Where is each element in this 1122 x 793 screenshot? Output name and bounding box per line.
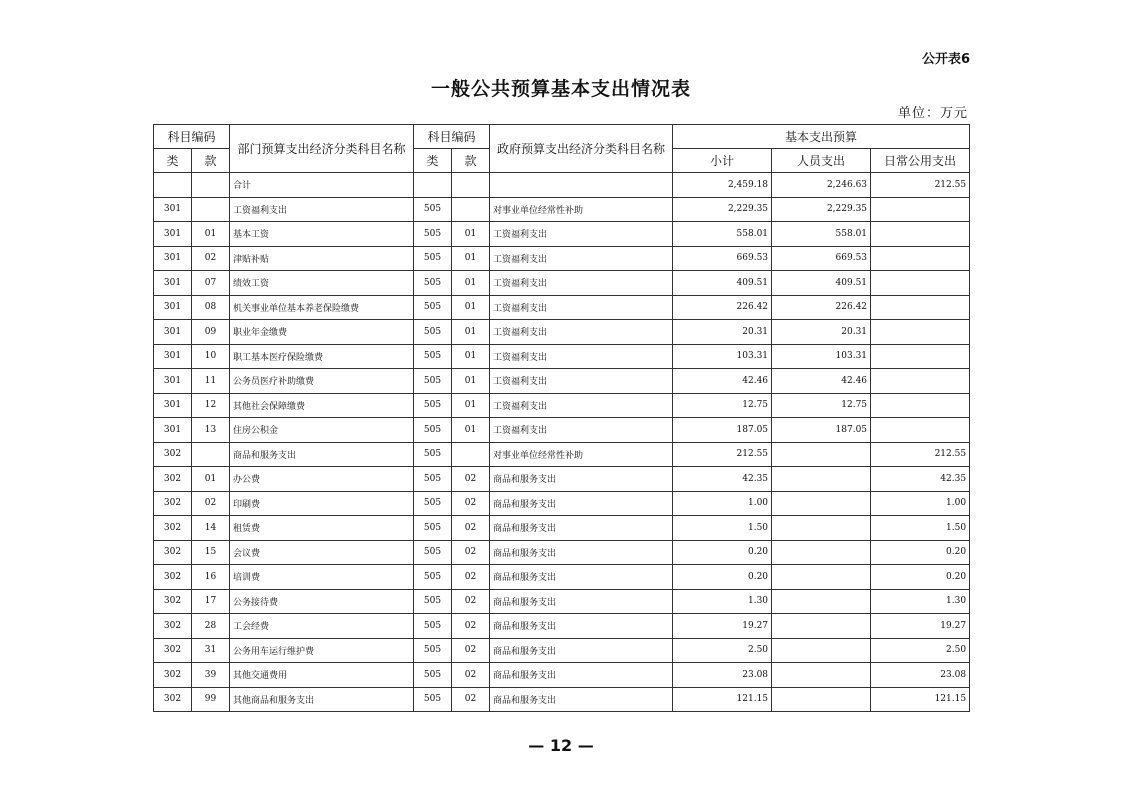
public-expense-cell xyxy=(871,418,970,443)
basic-budget-header: 基本支出预算 xyxy=(673,125,970,149)
gov-class-code-cell: 505 xyxy=(414,663,452,688)
personnel-cell: 12.75 xyxy=(772,393,871,418)
dept-item-name-cell: 职业年金缴费 xyxy=(230,320,414,345)
table-row xyxy=(154,344,970,369)
item-code-cell: 08 xyxy=(192,295,230,320)
gov-class-code-cell: 505 xyxy=(414,320,452,345)
personnel-cell: 103.31 xyxy=(772,344,871,369)
item-code-cell: 28 xyxy=(192,614,230,639)
gov-item-code-cell: 01 xyxy=(452,295,490,320)
personnel-cell: 226.42 xyxy=(772,295,871,320)
dept-item-name-cell: 会议费 xyxy=(230,540,414,565)
table-row xyxy=(154,246,970,271)
gov-item-name-cell: 商品和服务支出 xyxy=(490,540,673,565)
item-code-cell: 09 xyxy=(192,320,230,345)
item-code-cell: 12 xyxy=(192,393,230,418)
item-code-cell: 02 xyxy=(192,491,230,516)
gov-item-name-cell: 工资福利支出 xyxy=(490,344,673,369)
personnel-cell xyxy=(772,491,871,516)
gov-item-code-cell: 02 xyxy=(452,565,490,590)
gov-item-name-cell: 商品和服务支出 xyxy=(490,687,673,712)
dept-item-name-cell: 印刷费 xyxy=(230,491,414,516)
gov-item-code-cell: 02 xyxy=(452,589,490,614)
gov-item-name-cell: 工资福利支出 xyxy=(490,295,673,320)
subtotal-cell: 2,459.18 xyxy=(673,173,772,198)
gov-class-header: 类 xyxy=(414,149,452,173)
item-code-cell: 17 xyxy=(192,589,230,614)
subtotal-cell: 226.42 xyxy=(673,295,772,320)
subtotal-cell: 1.30 xyxy=(673,589,772,614)
item-code-cell: 13 xyxy=(192,418,230,443)
gov-item-name-cell: 工资福利支出 xyxy=(490,393,673,418)
subtotal-header: 小计 xyxy=(673,149,772,173)
gov-item-code-cell: 02 xyxy=(452,516,490,541)
subtotal-cell: 558.01 xyxy=(673,222,772,247)
gov-class-code-cell: 505 xyxy=(414,344,452,369)
item-header: 款 xyxy=(192,149,230,173)
dept-item-name-cell: 公务接待费 xyxy=(230,589,414,614)
item-code-cell xyxy=(192,197,230,222)
table-header xyxy=(154,125,970,173)
gov-item-name-cell: 商品和服务支出 xyxy=(490,663,673,688)
gov-item-name-cell: 商品和服务支出 xyxy=(490,565,673,590)
gov-class-code-cell: 505 xyxy=(414,271,452,296)
class-code-cell: 302 xyxy=(154,516,192,541)
personnel-header: 人员支出 xyxy=(772,149,871,173)
dept-item-name-cell: 津贴补贴 xyxy=(230,246,414,271)
class-code-cell: 302 xyxy=(154,442,192,467)
gov-item-code-cell: 01 xyxy=(452,246,490,271)
personnel-cell xyxy=(772,540,871,565)
gov-item-name-cell: 对事业单位经常性补助 xyxy=(490,197,673,222)
class-code-cell: 301 xyxy=(154,197,192,222)
class-code-cell: 301 xyxy=(154,344,192,369)
personnel-cell: 669.53 xyxy=(772,246,871,271)
dept-item-name-cell: 租赁费 xyxy=(230,516,414,541)
item-code-cell: 14 xyxy=(192,516,230,541)
item-code-cell: 10 xyxy=(192,344,230,369)
unit-label: 单位：万元 xyxy=(897,106,968,121)
table-row xyxy=(154,491,970,516)
personnel-cell: 558.01 xyxy=(772,222,871,247)
class-code-cell: 302 xyxy=(154,540,192,565)
table-row xyxy=(154,614,970,639)
gov-item-code-cell: 01 xyxy=(452,271,490,296)
gov-item-name-cell: 商品和服务支出 xyxy=(490,516,673,541)
public-expense-cell xyxy=(871,344,970,369)
gov-item-name-cell: 对事业单位经常性补助 xyxy=(490,442,673,467)
gov-item-name-cell: 工资福利支出 xyxy=(490,246,673,271)
public-expense-cell xyxy=(871,222,970,247)
subtotal-cell: 42.46 xyxy=(673,369,772,394)
gov-item-code-cell: 02 xyxy=(452,638,490,663)
item-code-cell: 07 xyxy=(192,271,230,296)
personnel-cell xyxy=(772,638,871,663)
public-expense-cell: 1.00 xyxy=(871,491,970,516)
dept-item-name-cell: 绩效工资 xyxy=(230,271,414,296)
personnel-cell xyxy=(772,442,871,467)
gov-item-name-cell: 商品和服务支出 xyxy=(490,638,673,663)
dept-item-name-cell: 职工基本医疗保险缴费 xyxy=(230,344,414,369)
table-row xyxy=(154,687,970,712)
public-expense-cell: 19.27 xyxy=(871,614,970,639)
personnel-cell: 42.46 xyxy=(772,369,871,394)
item-code-cell: 99 xyxy=(192,687,230,712)
gov-item-name-cell: 商品和服务支出 xyxy=(490,589,673,614)
gov-item-code-cell xyxy=(452,197,490,222)
item-code-cell: 01 xyxy=(192,467,230,492)
gov-item-code-cell: 02 xyxy=(452,467,490,492)
dept-item-name-cell: 住房公积金 xyxy=(230,418,414,443)
item-code-cell: 11 xyxy=(192,369,230,394)
table-row xyxy=(154,540,970,565)
dept-item-name-cell: 商品和服务支出 xyxy=(230,442,414,467)
subtotal-cell: 1.00 xyxy=(673,491,772,516)
personnel-cell: 2,229.35 xyxy=(772,197,871,222)
personnel-cell xyxy=(772,565,871,590)
gov-item-code-cell: 01 xyxy=(452,222,490,247)
gov-item-code-cell xyxy=(452,442,490,467)
gov-item-name-cell xyxy=(490,173,673,198)
personnel-cell: 2,246.63 xyxy=(772,173,871,198)
class-code-cell: 302 xyxy=(154,565,192,590)
table-row xyxy=(154,197,970,222)
gov-item-code-cell: 01 xyxy=(452,369,490,394)
class-code-cell: 302 xyxy=(154,491,192,516)
item-code-cell: 01 xyxy=(192,222,230,247)
gov-item-name-cell: 工资福利支出 xyxy=(490,369,673,394)
gov-class-code-cell: 505 xyxy=(414,295,452,320)
gov-name-header: 政府预算支出经济分类科目名称 xyxy=(490,125,673,173)
personnel-cell: 20.31 xyxy=(772,320,871,345)
page-number: — 12 — xyxy=(528,736,594,755)
dept-item-name-cell: 公务员医疗补助缴费 xyxy=(230,369,414,394)
class-code-cell xyxy=(154,173,192,198)
gov-class-code-cell: 505 xyxy=(414,491,452,516)
subtotal-cell: 0.20 xyxy=(673,540,772,565)
dept-item-name-cell: 基本工资 xyxy=(230,222,414,247)
gov-class-code-cell: 505 xyxy=(414,197,452,222)
table-row xyxy=(154,393,970,418)
class-header: 类 xyxy=(154,149,192,173)
dept-item-name-cell: 工会经费 xyxy=(230,614,414,639)
subtotal-cell: 0.20 xyxy=(673,565,772,590)
item-code-cell xyxy=(192,442,230,467)
budget-table xyxy=(153,124,970,712)
table-row xyxy=(154,565,970,590)
item-code-cell: 02 xyxy=(192,246,230,271)
gov-class-code-cell: 505 xyxy=(414,246,452,271)
class-code-cell: 301 xyxy=(154,320,192,345)
gov-item-code-cell: 01 xyxy=(452,418,490,443)
class-code-cell: 302 xyxy=(154,638,192,663)
table-row xyxy=(154,663,970,688)
subtotal-cell: 1.50 xyxy=(673,516,772,541)
gov-item-name-cell: 工资福利支出 xyxy=(490,418,673,443)
public-expense-cell: 42.35 xyxy=(871,467,970,492)
gov-item-name-cell: 商品和服务支出 xyxy=(490,614,673,639)
subtotal-cell: 212.55 xyxy=(673,442,772,467)
class-code-cell: 302 xyxy=(154,663,192,688)
public-expense-cell: 0.20 xyxy=(871,540,970,565)
table-row xyxy=(154,589,970,614)
class-code-cell: 301 xyxy=(154,393,192,418)
public-expense-cell xyxy=(871,320,970,345)
gov-item-code-cell: 02 xyxy=(452,663,490,688)
subtotal-cell: 20.31 xyxy=(673,320,772,345)
class-code-cell: 302 xyxy=(154,589,192,614)
item-code-cell xyxy=(192,173,230,198)
public-expense-cell: 212.55 xyxy=(871,442,970,467)
personnel-cell: 187.05 xyxy=(772,418,871,443)
class-code-cell: 301 xyxy=(154,418,192,443)
gov-item-header: 款 xyxy=(452,149,490,173)
gov-item-code-cell: 02 xyxy=(452,687,490,712)
personnel-cell: 409.51 xyxy=(772,271,871,296)
class-code-cell: 301 xyxy=(154,222,192,247)
table-row xyxy=(154,467,970,492)
personnel-cell xyxy=(772,516,871,541)
table-row xyxy=(154,271,970,296)
gov-class-code-cell: 505 xyxy=(414,369,452,394)
subtotal-cell: 103.31 xyxy=(673,344,772,369)
table-row xyxy=(154,295,970,320)
class-code-cell: 302 xyxy=(154,687,192,712)
gov-class-code-cell: 505 xyxy=(414,565,452,590)
personnel-cell xyxy=(772,687,871,712)
subtotal-cell: 23.08 xyxy=(673,663,772,688)
dept-item-name-cell: 工资福利支出 xyxy=(230,197,414,222)
public-expense-cell: 212.55 xyxy=(871,173,970,198)
personnel-cell xyxy=(772,467,871,492)
item-code-cell: 39 xyxy=(192,663,230,688)
table-row xyxy=(154,638,970,663)
table-row xyxy=(154,369,970,394)
gov-item-code-cell: 01 xyxy=(452,344,490,369)
gov-item-name-cell: 商品和服务支出 xyxy=(490,467,673,492)
personnel-cell xyxy=(772,589,871,614)
gov-item-code-cell: 02 xyxy=(452,491,490,516)
dept-item-name-cell: 其他交通费用 xyxy=(230,663,414,688)
public-expense-cell xyxy=(871,369,970,394)
gov-class-code-cell xyxy=(414,173,452,198)
dept-item-name-cell: 合计 xyxy=(230,173,414,198)
gov-item-name-cell: 商品和服务支出 xyxy=(490,491,673,516)
gov-class-code-cell: 505 xyxy=(414,467,452,492)
class-code-cell: 302 xyxy=(154,614,192,639)
public-expense-cell: 2.50 xyxy=(871,638,970,663)
dept-item-name-cell: 机关事业单位基本养老保险缴费 xyxy=(230,295,414,320)
table-body xyxy=(154,173,970,712)
gov-class-code-cell: 505 xyxy=(414,418,452,443)
gov-item-code-cell: 02 xyxy=(452,540,490,565)
table-row xyxy=(154,516,970,541)
subtotal-cell: 42.35 xyxy=(673,467,772,492)
gov-item-code-cell xyxy=(452,173,490,198)
gov-class-code-cell: 505 xyxy=(414,540,452,565)
public-expense-cell: 0.20 xyxy=(871,565,970,590)
dept-item-name-cell: 培训费 xyxy=(230,565,414,590)
subtotal-cell: 187.05 xyxy=(673,418,772,443)
class-code-cell: 301 xyxy=(154,271,192,296)
public-expense-cell: 23.08 xyxy=(871,663,970,688)
public-expense-header: 日常公用支出 xyxy=(871,149,970,173)
item-code-cell: 16 xyxy=(192,565,230,590)
gov-class-code-cell: 505 xyxy=(414,589,452,614)
gov-item-code-cell: 01 xyxy=(452,320,490,345)
class-code-cell: 301 xyxy=(154,295,192,320)
table-row xyxy=(154,320,970,345)
table-row xyxy=(154,222,970,247)
table-row xyxy=(154,418,970,443)
class-code-cell: 301 xyxy=(154,246,192,271)
gov-class-code-cell: 505 xyxy=(414,516,452,541)
form-number: 公开表6 xyxy=(921,52,970,67)
subtotal-cell: 669.53 xyxy=(673,246,772,271)
public-expense-cell xyxy=(871,197,970,222)
public-expense-cell: 1.50 xyxy=(871,516,970,541)
item-code-cell: 31 xyxy=(192,638,230,663)
public-expense-cell: 121.15 xyxy=(871,687,970,712)
gov-class-code-cell: 505 xyxy=(414,393,452,418)
dept-item-name-cell: 办公费 xyxy=(230,467,414,492)
gov-item-name-cell: 工资福利支出 xyxy=(490,222,673,247)
page-title: 一般公共预算基本支出情况表 xyxy=(430,78,691,100)
class-code-cell: 302 xyxy=(154,467,192,492)
item-code-cell: 15 xyxy=(192,540,230,565)
subtotal-cell: 2.50 xyxy=(673,638,772,663)
gov-class-code-cell: 505 xyxy=(414,638,452,663)
public-expense-cell xyxy=(871,271,970,296)
gov-item-name-cell: 工资福利支出 xyxy=(490,271,673,296)
personnel-cell xyxy=(772,614,871,639)
table-row xyxy=(154,173,970,198)
personnel-cell xyxy=(772,663,871,688)
subtotal-cell: 19.27 xyxy=(673,614,772,639)
gov-item-code-cell: 01 xyxy=(452,393,490,418)
dept-item-name-cell: 公务用车运行维护费 xyxy=(230,638,414,663)
subtotal-cell: 121.15 xyxy=(673,687,772,712)
dept-item-name-cell: 其他商品和服务支出 xyxy=(230,687,414,712)
public-expense-cell xyxy=(871,295,970,320)
dept-name-header: 部门预算支出经济分类科目名称 xyxy=(230,125,414,173)
dept-code-header: 科目编码 xyxy=(154,125,230,149)
gov-item-name-cell: 工资福利支出 xyxy=(490,320,673,345)
public-expense-cell: 1.30 xyxy=(871,589,970,614)
gov-class-code-cell: 505 xyxy=(414,222,452,247)
public-expense-cell xyxy=(871,246,970,271)
gov-class-code-cell: 505 xyxy=(414,614,452,639)
subtotal-cell: 2,229.35 xyxy=(673,197,772,222)
public-expense-cell xyxy=(871,393,970,418)
subtotal-cell: 12.75 xyxy=(673,393,772,418)
gov-code-header: 科目编码 xyxy=(414,125,490,149)
gov-item-code-cell: 02 xyxy=(452,614,490,639)
gov-class-code-cell: 505 xyxy=(414,687,452,712)
class-code-cell: 301 xyxy=(154,369,192,394)
dept-item-name-cell: 其他社会保障缴费 xyxy=(230,393,414,418)
gov-class-code-cell: 505 xyxy=(414,442,452,467)
table-row xyxy=(154,442,970,467)
subtotal-cell: 409.51 xyxy=(673,271,772,296)
